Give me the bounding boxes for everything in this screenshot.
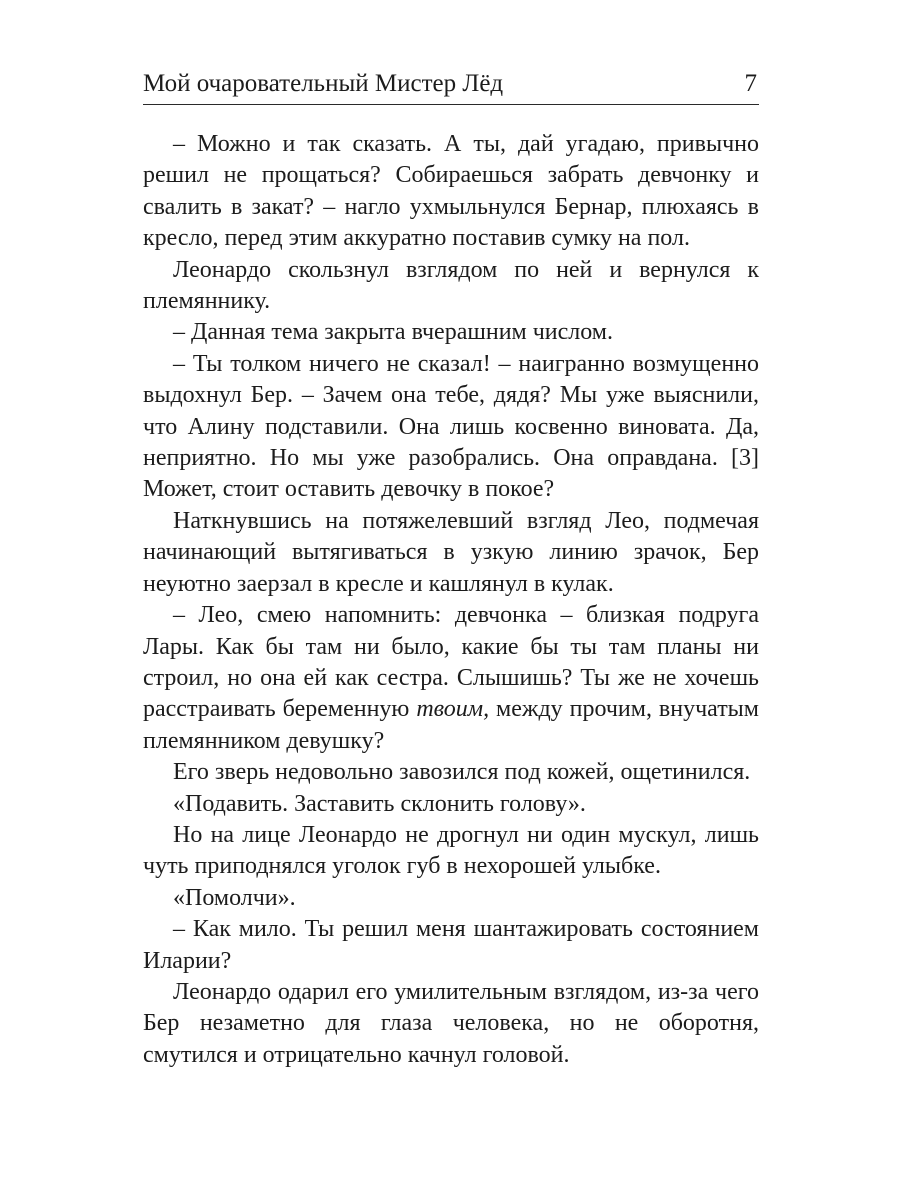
paragraph: «Подавить. Заставить склонить голову». bbox=[173, 790, 586, 817]
paragraph: Но на лице Леонардо не дрогнул ни один мускул, лишь чуть приподнялся уголок губ в нехорошей улыбке. bbox=[143, 821, 759, 880]
paragraph-text: – Лео, смею напомнить: девчонка – близкая подруга Лары. Как бы там ни было, какие бы ты там планы ни строил, но она ей как сестра. Слышишь? Ты же не хочешь расстраивать беременную bbox=[143, 602, 759, 723]
paragraph: Наткнувшись на потяжелевший взгляд Лео, подмечая начинающий вытягиваться в узкую линию зрачок, Бер неуютно заерзал в кресле и кашлянул в кулак. bbox=[143, 507, 759, 597]
paragraph: «Помолчи». bbox=[173, 884, 296, 911]
body-text bbox=[143, 129, 759, 1071]
paragraph: Леонардо одарил его умилительным взглядом, из-за чего Бер незаметно для глаза человека, но не оборотня, смутился и отрицательно качнул головой. bbox=[143, 978, 759, 1068]
paragraph-text: между прочим, внучатым племянником девушку? bbox=[143, 696, 759, 754]
page-number: 7 bbox=[744, 70, 757, 97]
running-header bbox=[143, 70, 759, 105]
paragraph: Его зверь недовольно завозился под кожей, ощетинился. bbox=[173, 759, 751, 786]
paragraph bbox=[143, 600, 759, 757]
paragraph: – Данная тема закрыта вчерашним числом. bbox=[173, 319, 613, 346]
paragraph: – Ты толком ничего не сказал! – наигранно возмущенно выдохнул Бер. – Зачем она тебе, дядя? Мы уже выяснили, что Алину подставили. Она лишь косвенно виновата. Да, неприятно. Но мы уже разобрались. Она оправдана. [3] Может, стоит оставить девочку в покое? bbox=[143, 350, 759, 503]
italic-word: твоим, bbox=[416, 696, 490, 723]
book-page bbox=[143, 0, 759, 1200]
paragraph: – Как мило. Ты решил меня шантажировать состоянием Иларии? bbox=[143, 916, 759, 974]
book-title: Мой очаровательный Мистер Лёд bbox=[143, 70, 504, 97]
paragraph: – Можно и так сказать. А ты, дай угадаю, привычно решил не прощаться? Собираешься забрать девчонку и свалить в закат? – нагло ухмыльнулся Бернар, плюхаясь в кресло, перед этим аккуратно поставив сумку на пол. bbox=[143, 131, 759, 252]
paragraph: Леонардо скользнул взглядом по ней и вернулся к племяннику. bbox=[143, 256, 759, 315]
